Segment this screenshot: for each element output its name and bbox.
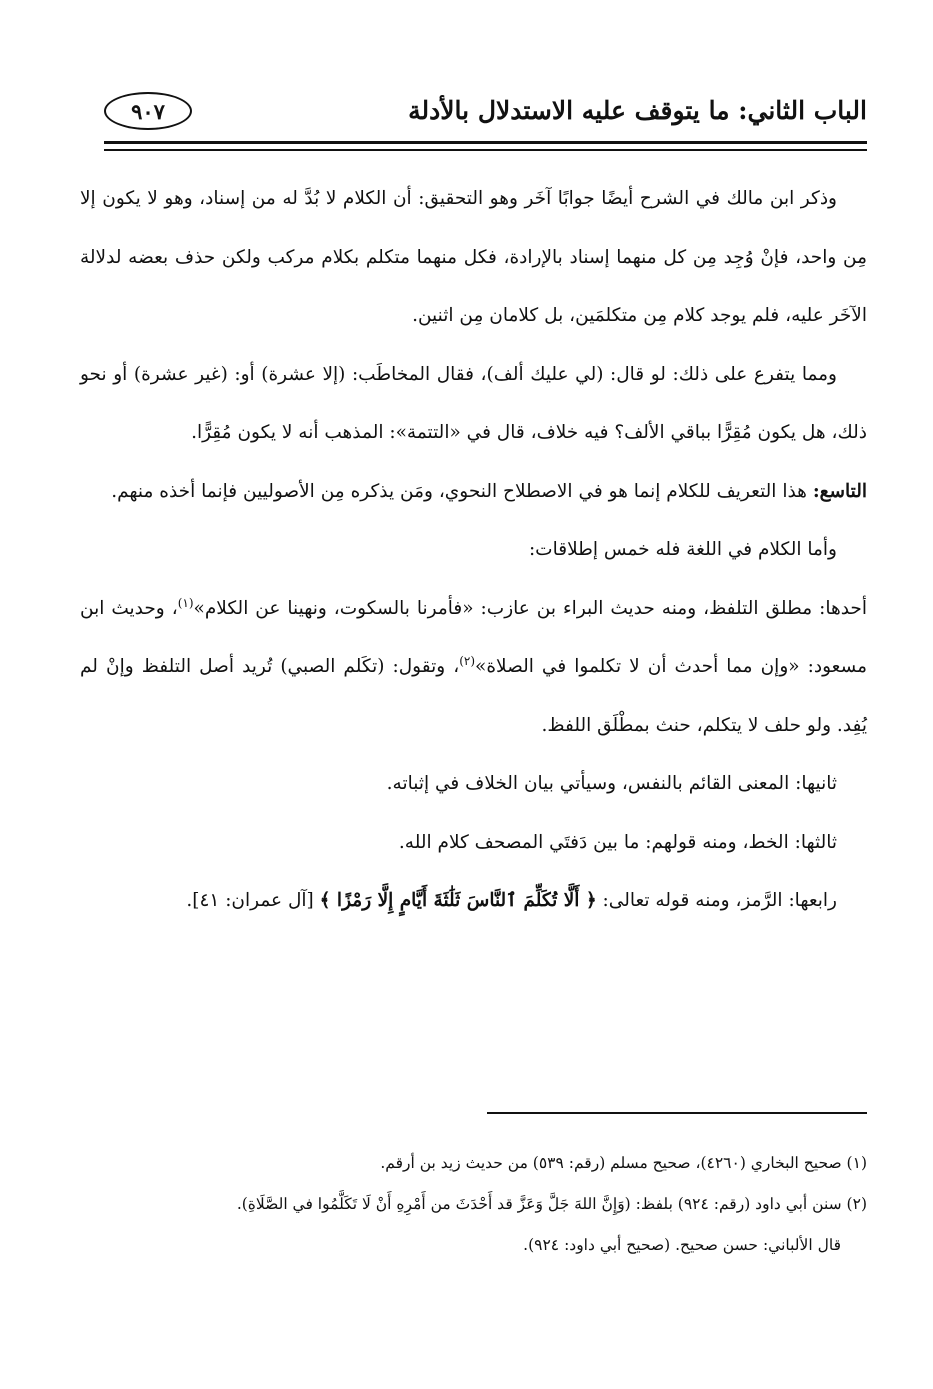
header-rule-thick [104, 141, 867, 144]
quran-verse: ﴿ أَلَّا تُكَلِّمَ ٱلنَّاسَ ثَلَٰثَةَ أَيَّامٍ إِلَّا رَمْزًا ﴾ [319, 890, 597, 911]
first-sense-text-a: أحدها: مطلق التلفظ، ومنه حديث البراء بن عازب: «فأمرنا بالسكوت، ونهينا عن الكلام» [193, 597, 868, 619]
paragraph-ibn-malik: وذكر ابن مالك في الشرح أيضًا جوابًا آخَر وهو التحقيق: أن الكلام لا بُدَّ له من إسناد، وهو لا يكون إلا مِن واحد، فإنْ وُجِد مِن كل منهما إسناد بالإرادة، فكل منهما متكلم بكلام مركب ولكن حذف بعضه لدلالة الآخَر عليه، فلم يوجد كلام مِن متكلمَين، بل كلامان مِن اثنين. [80, 188, 867, 326]
footnote-2-continuation: قال الألباني: حسن صحيح. (صحيح أبي داود: ٩٢٤). [523, 1236, 841, 1254]
fourth-sense-citation: [آل عمران: ٤١]. [186, 890, 320, 911]
paragraph-branch: ومما يتفرع على ذلك: لو قال: (لي عليك ألف)، فقال المخاطَب: (إلا عشرة) أو: (غير عشرة) أو نحو ذلك، هل يكون مُقِرًّا بباقي الألف؟ فيه خلاف، قال في «التتمة»: المذهب أنه لا يكون مُقِرًّا. [80, 363, 867, 443]
footnote-ref-2: (٢) [459, 653, 476, 668]
fourth-sense-text-a: رابعها: الرَّمز، ومنه قوله تعالى: [596, 890, 837, 911]
header-rule-thin [104, 149, 867, 151]
running-header [104, 92, 867, 142]
footnote-2: (٢) سنن أبي داود (رقم: ٩٢٤) بلفظ: (وَإِنَّ اللهَ جَلَّ وَعَزَّ قد أَحْدَثَ من أَمْرِهِ أَنْ لَا تَكَلَّمُوا في الصَّلَاةِ). [236, 1195, 867, 1213]
paragraph-second-sense: ثانيها: المعنى القائم بالنفس، وسيأتي بيان الخلاف في إثباته. [386, 773, 837, 794]
paragraph-third-sense: ثالثها: الخط، ومنه قولهم: ما بين دَفتَي المصحف كلام الله. [398, 831, 837, 853]
paragraph-fourth-sense [80, 872, 867, 931]
footnote-ref-1: (١) [177, 595, 194, 610]
chapter-title: الباب الثاني: ما يتوقف عليه الاستدلال بالأدلة [408, 96, 867, 125]
paragraph-ninth [80, 463, 867, 522]
first-sense-text-b: ، وحديث ابن مسعود: «وإن مما أحدث أن لا تكلموا في الصلاة» [80, 597, 867, 677]
paragraph-first-sense [80, 580, 867, 756]
footnotes [80, 1143, 867, 1266]
footnote-separator [487, 1112, 867, 1114]
paragraph-ninth-text: هذا التعريف للكلام إنما هو في الاصطلاح النحوي، ومَن يذكره مِن الأصوليين فإنما أخذه منهم. [111, 480, 813, 502]
paragraph-lexical-intro: وأما الكلام في اللغة فله خمس إطلاقات: [528, 539, 837, 560]
paragraph-lead-word: التاسع: [812, 480, 867, 502]
footnote-1: (١) صحيح البخاري (٤٢٦٠)، صحيح مسلم (رقم: ٥٣٩) من حديث زيد بن أرقم. [380, 1154, 867, 1172]
body-text [80, 170, 867, 931]
first-sense-text-c: ، وتقول: (تكَلم الصبي) تُريد أصل التلفظ وإنْ لم يُفِد. ولو حلف لا يتكلم، حنث بمطْلَق اللفظ. [80, 656, 867, 736]
page-number: ٩٠٧ [104, 92, 192, 130]
